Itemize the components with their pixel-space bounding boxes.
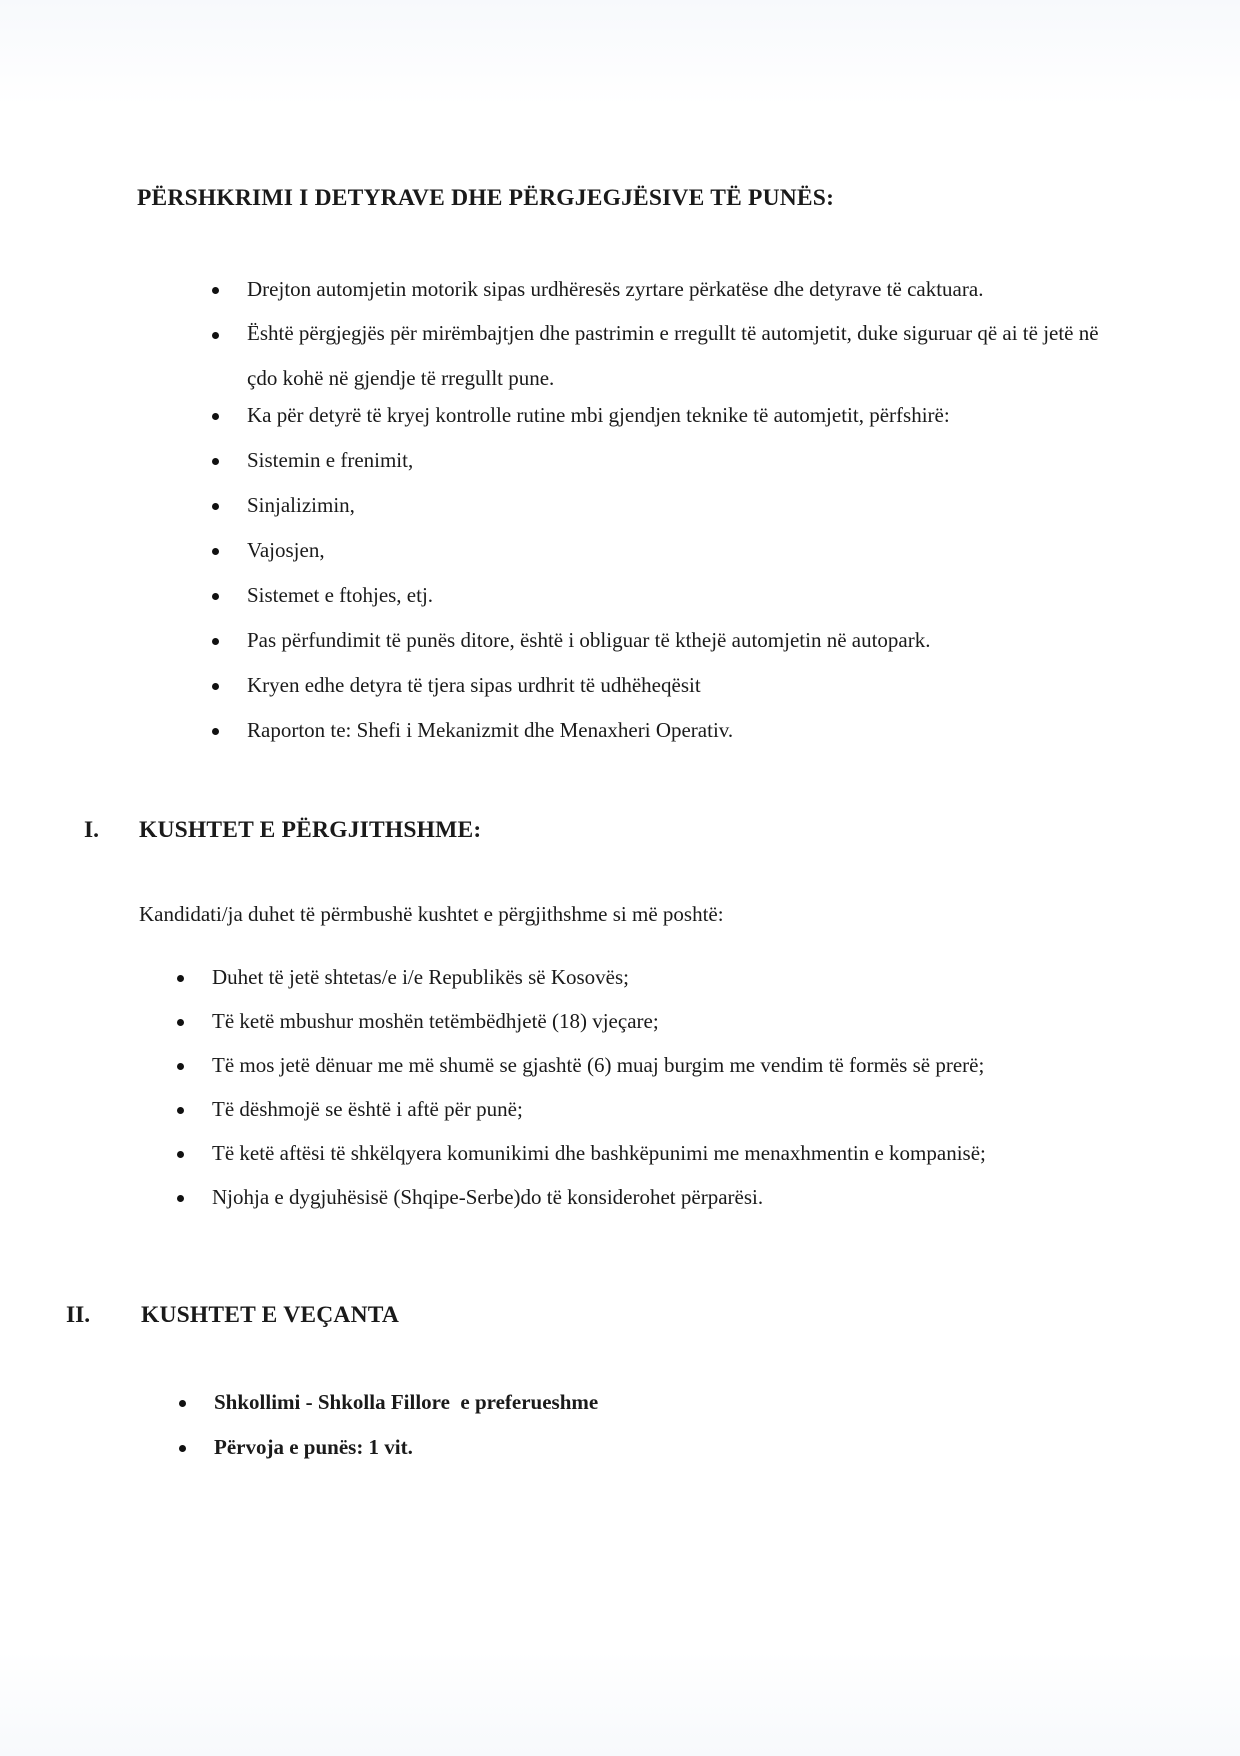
list-item-text: Kryen edhe detyra të tjera sipas urdhrit të udhëheqësit — [247, 673, 701, 697]
list-item — [247, 581, 1117, 626]
list-item-text: Njohja e dygjuhësisë (Shqipe-Serbe)do të konsiderohet përparësi. — [212, 1185, 764, 1209]
list-item-text: Drejton automjetin motorik sipas urdhëresës zyrtare përkatëse dhe detyrave të caktuara. — [247, 277, 984, 301]
bullet-icon — [179, 1400, 186, 1407]
list-item — [212, 1095, 986, 1139]
list-item-text: Vajosjen, — [247, 538, 325, 562]
list-item — [247, 491, 1117, 536]
list-item — [212, 1139, 986, 1183]
list-item — [247, 446, 1117, 491]
bullet-icon — [212, 413, 219, 420]
list-item-text: Të mos jetë dënuar me më shumë se gjashtë (6) muaj burgim me vendim të formës së prerë; — [212, 1053, 985, 1077]
list-item-text: Të ketë aftësi të shkëlqyera komunikimi dhe bashkëpunimi me menaxhmentin e kompanisë; — [212, 1141, 986, 1165]
list-item-text: Raporton te: Shefi i Mekanizmit dhe Menaxheri Operativ. — [247, 718, 734, 742]
list-item — [247, 401, 1117, 446]
bullet-icon — [177, 1019, 184, 1026]
bullet-icon — [212, 503, 219, 510]
general-intro: Kandidati/ja duhet të përmbushë kushtet e përgjithshme si më poshtë: — [139, 902, 724, 926]
bullet-icon — [212, 548, 219, 555]
list-item — [212, 1183, 986, 1227]
bullet-icon — [212, 458, 219, 465]
list-item — [212, 1007, 986, 1051]
list-item — [247, 311, 1117, 401]
special-heading: KUSHTET E VEÇANTA — [141, 1302, 400, 1328]
list-item-text: Sinjalizimin, — [247, 493, 355, 517]
bullet-icon — [177, 1107, 184, 1114]
list-item — [247, 716, 1117, 761]
bullet-icon — [212, 332, 219, 339]
general-heading: KUSHTET E PËRGJITHSHME: — [139, 817, 482, 843]
list-item-text: Të dëshmojë se është i aftë për punë; — [212, 1097, 523, 1121]
list-item-text: Sistemin e frenimit, — [247, 448, 414, 472]
list-item-text: Sistemet e ftohjes, etj. — [247, 583, 434, 607]
special-section-number: II. — [66, 1302, 91, 1328]
general-section-number: I. — [84, 817, 100, 843]
list-item — [247, 626, 1117, 671]
list-item-text: Ka për detyrë të kryej kontrolle rutine mbi gjendjen teknike të automjetit, përfshirë: — [247, 403, 950, 427]
bullet-icon — [212, 728, 219, 735]
bullet-icon — [212, 287, 219, 294]
bullet-icon — [212, 593, 219, 600]
bullet-icon — [212, 683, 219, 690]
list-item-text: Të ketë mbushur moshën tetëmbëdhjetë (18) vjeçare; — [212, 1009, 659, 1033]
duties-list — [247, 275, 1117, 761]
list-item-text: Pas përfundimit të punës ditore, është i obliguar të kthejë automjetin në autopark. — [247, 628, 931, 652]
list-item-text: Përvoja e punës: 1 vit. — [214, 1435, 413, 1459]
list-item-text: Shkollimi - Shkolla Fillore e preferueshme — [214, 1390, 599, 1414]
bullet-icon — [177, 1063, 184, 1070]
list-item — [212, 1051, 986, 1095]
list-item-text: Është përgjegjës për mirëmbajtjen dhe pastrimin e rregullt të automjetit, duke siguruar që ai të jetë në çdo kohë në gjendje të rregullt pune. — [247, 321, 1099, 390]
general-list — [212, 963, 986, 1227]
bullet-icon — [179, 1445, 186, 1452]
bullet-icon — [177, 975, 184, 982]
bullet-icon — [177, 1195, 184, 1202]
list-item — [214, 1433, 598, 1478]
duties-heading: PËRSHKRIMI I DETYRAVE DHE PËRGJEGJËSIVE TË PUNËS: — [137, 185, 835, 211]
bullet-icon — [177, 1151, 184, 1158]
list-item — [247, 536, 1117, 581]
list-item-text: Duhet të jetë shtetas/e i/e Republikës së Kosovës; — [212, 965, 629, 989]
list-item — [214, 1388, 598, 1433]
bullet-icon — [212, 638, 219, 645]
special-list — [214, 1388, 598, 1478]
list-item — [247, 671, 1117, 716]
list-item — [212, 963, 986, 1007]
